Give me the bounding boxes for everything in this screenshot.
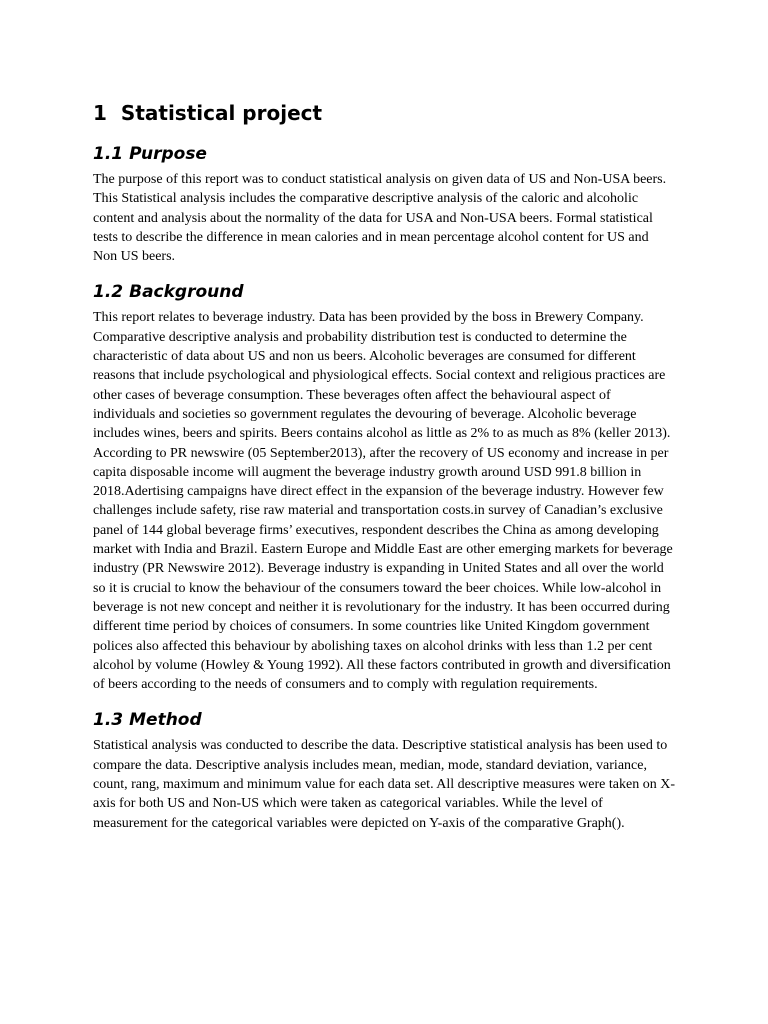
section-body-background: This report relates to beverage industry. Data has been provided by the boss in Brewery Company. Comparative descriptive analysis and probability distribution test is conducted to determine the characteristic of data about US and non us beers. Alcoholic beverages are consumed for different reasons that include psychological and physiological effects. Social context and religious practices are other cases of beverage consumption. These beverages often affect the behavioural aspect of individuals and societies so government regulates the devouring of beverage. Alcoholic beverage includes wines, beers and spirits. Beers contains alcohol as little as 2% to as much as 8% (keller 2013). According to PR newswire (05 September2013), after the recovery of US economy and increase in per capita disposable income will augment the beverage industry growth around USD 991.8 billion in 2018.Adertising campaigns have direct effect in the expansion of the beverage industry. However few challenges include safety, rise raw material and transportation costs.in survey of Canadian’s exclusive panel of 144 global beverage firms’ executives, respondent describes the China as among developing market with India and Brazil. Eastern Europe and Middle East are other emerging markets for beverage industry (PR Newswire 2012). Beverage industry is expanding in United States and all over the world so it is crucial to know the behaviour of the consumers toward the beer choices. While low-alcohol in beverage is not new concept and neither it is revolutionary for the industry. It has been occurred during different time period by choices of consumers. In some countries like United Kingdom government polices also affected this behaviour by abolishing taxes on alcohol drinks with less than 1.2 per cent alcohol by volume (Howley & Young 1992). All these factors contributed in growth and diversification of beers according to the needs of consumers and to comply with regulation requirements. — [93, 310, 673, 693]
title-text: Statistical project — [120, 101, 323, 125]
document-title — [93, 98, 675, 128]
section-number: 1.1 — [93, 144, 124, 164]
section-heading-method — [93, 708, 675, 732]
section-heading-purpose — [93, 142, 675, 166]
section-body-method: Statistical analysis was conducted to describe the data. Descriptive statistical analysis has been used to compare the data. Descriptive analysis includes mean, median, mode, standard deviation, variance, count, rang, maximum and minimum value for each data set. All descriptive measures were taken on X-axis for both US and Non-US which were taken as categorical variables. While the level of measurement for the categorical variables were depicted on Y-axis of the comparative Graph(). — [93, 738, 675, 831]
section-heading-background — [93, 280, 675, 304]
document-page — [93, 98, 675, 847]
section-title: Purpose — [129, 144, 207, 164]
section-number: 1.3 — [93, 710, 124, 731]
section-body-purpose: The purpose of this report was to conduct statistical analysis on given data of US and Non-USA beers. This Statistical analysis includes the comparative descriptive analysis of the caloric and alcoholic content and analysis about the normality of the data for USA and Non-USA beers. Formal statistical tests to describe the difference in mean calories and in mean percentage alcohol content for US and Non US beers. — [93, 172, 667, 265]
section-title: Background — [129, 282, 244, 303]
section-title: Method — [129, 710, 202, 731]
section-number: 1.2 — [93, 282, 124, 303]
title-number: 1 — [93, 101, 107, 125]
